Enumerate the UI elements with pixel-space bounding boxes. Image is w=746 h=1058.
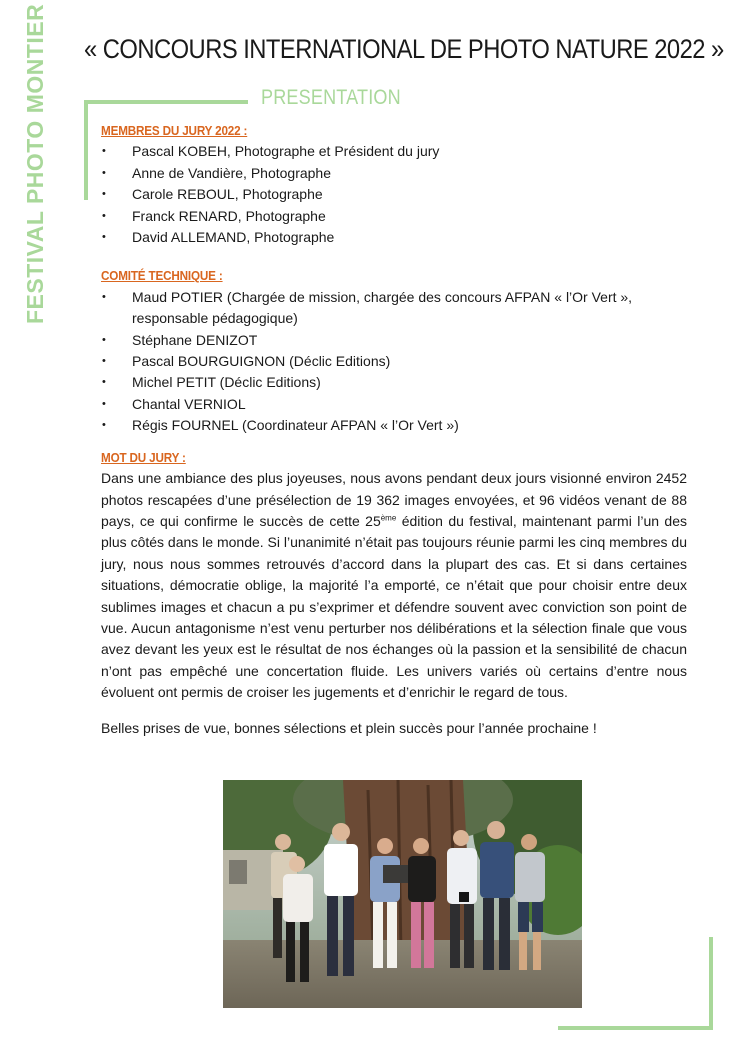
statement-part2: édition du festival, maintenant parmi l’un des plus côtés dans le monde. Si l’unanimité n’était pas toujours réunie parmi les cinq membres du jury, nous nous sommes retrouvés d’accord dans la plupart des cas. Et si dans certaines situations, démocratie oblige, la majorité l’a emporté, ce n’était que pour choisir entre deux sublimes images et chacun a pu s’exprimer et défendre souvent avec conviction son point de vue. Aucun antagonisme n’est venu perturber nos délibérations et la sélection finale que vous avez devant les yeux est le résultat de nos échanges où la passion et la sensibilité de chacun n’ont pas empêché une concertation fluide. Les univers variés où certains d’entre nous évoluent ont permis de croiser les jugements et d’enrichir le regard de tous. <box>101 512 687 701</box>
technical-heading: COMITÉ TECHNIQUE : <box>101 268 223 284</box>
statement-superscript: ème <box>380 513 397 523</box>
statement-part1: Dans une ambiance des plus joyeuses, nous avons pendant deux jours visionné environ 2452 photos rescapées d’une présélection de 19 362 images envoyées, et 96 vidéos venant de 88 pays, ce qui confirme le succès de cette 25 <box>101 470 687 529</box>
list-item: • Stéphane DENIZOT <box>101 330 687 351</box>
word-heading: MOT DU JURY : <box>101 449 186 465</box>
top-left-bracket-horizontal <box>84 100 248 104</box>
list-item: • Carole REBOUL, Photographe <box>101 184 687 205</box>
jury-statement <box>101 468 687 703</box>
list-item: • Michel PETIT (Déclic Editions) <box>101 372 687 393</box>
jury-group-photo <box>223 780 582 1008</box>
section-label: PRESENTATION <box>261 86 401 109</box>
bottom-right-bracket-vertical <box>709 937 713 1029</box>
list-item: • Régis FOURNEL (Coordinateur AFPAN « l’Or Vert ») <box>101 415 687 436</box>
list-item: • Franck RENARD, Photographe <box>101 206 687 227</box>
side-title: FESTIVAL PHOTO MONTIER <box>22 3 48 324</box>
list-item: • Pascal BOURGUIGNON (Déclic Editions) <box>101 351 687 372</box>
list-item: • Chantal VERNIOL <box>101 394 687 415</box>
list-item: • Anne de Vandière, Photographe <box>101 163 687 184</box>
top-left-bracket-vertical <box>84 100 88 200</box>
closing-line: Belles prises de vue, bonnes sélections et plein succès pour l’année prochaine ! <box>101 719 597 736</box>
page-title: « CONCOURS INTERNATIONAL DE PHOTO NATURE 2022 » <box>84 34 724 64</box>
list-item: • Pascal KOBEH, Photographe et Président du jury <box>101 141 687 162</box>
list-item: • Maud POTIER (Chargée de mission, chargée des concours AFPAN « l’Or Vert », responsable pédagogique) <box>101 287 687 330</box>
bottom-right-bracket-horizontal <box>558 1026 713 1030</box>
technical-list <box>101 287 687 437</box>
jury-heading: MEMBRES DU JURY 2022 : <box>101 123 248 138</box>
content <box>101 120 687 739</box>
list-item: • David ALLEMAND, Photographe <box>101 227 687 248</box>
jury-list <box>101 141 687 248</box>
